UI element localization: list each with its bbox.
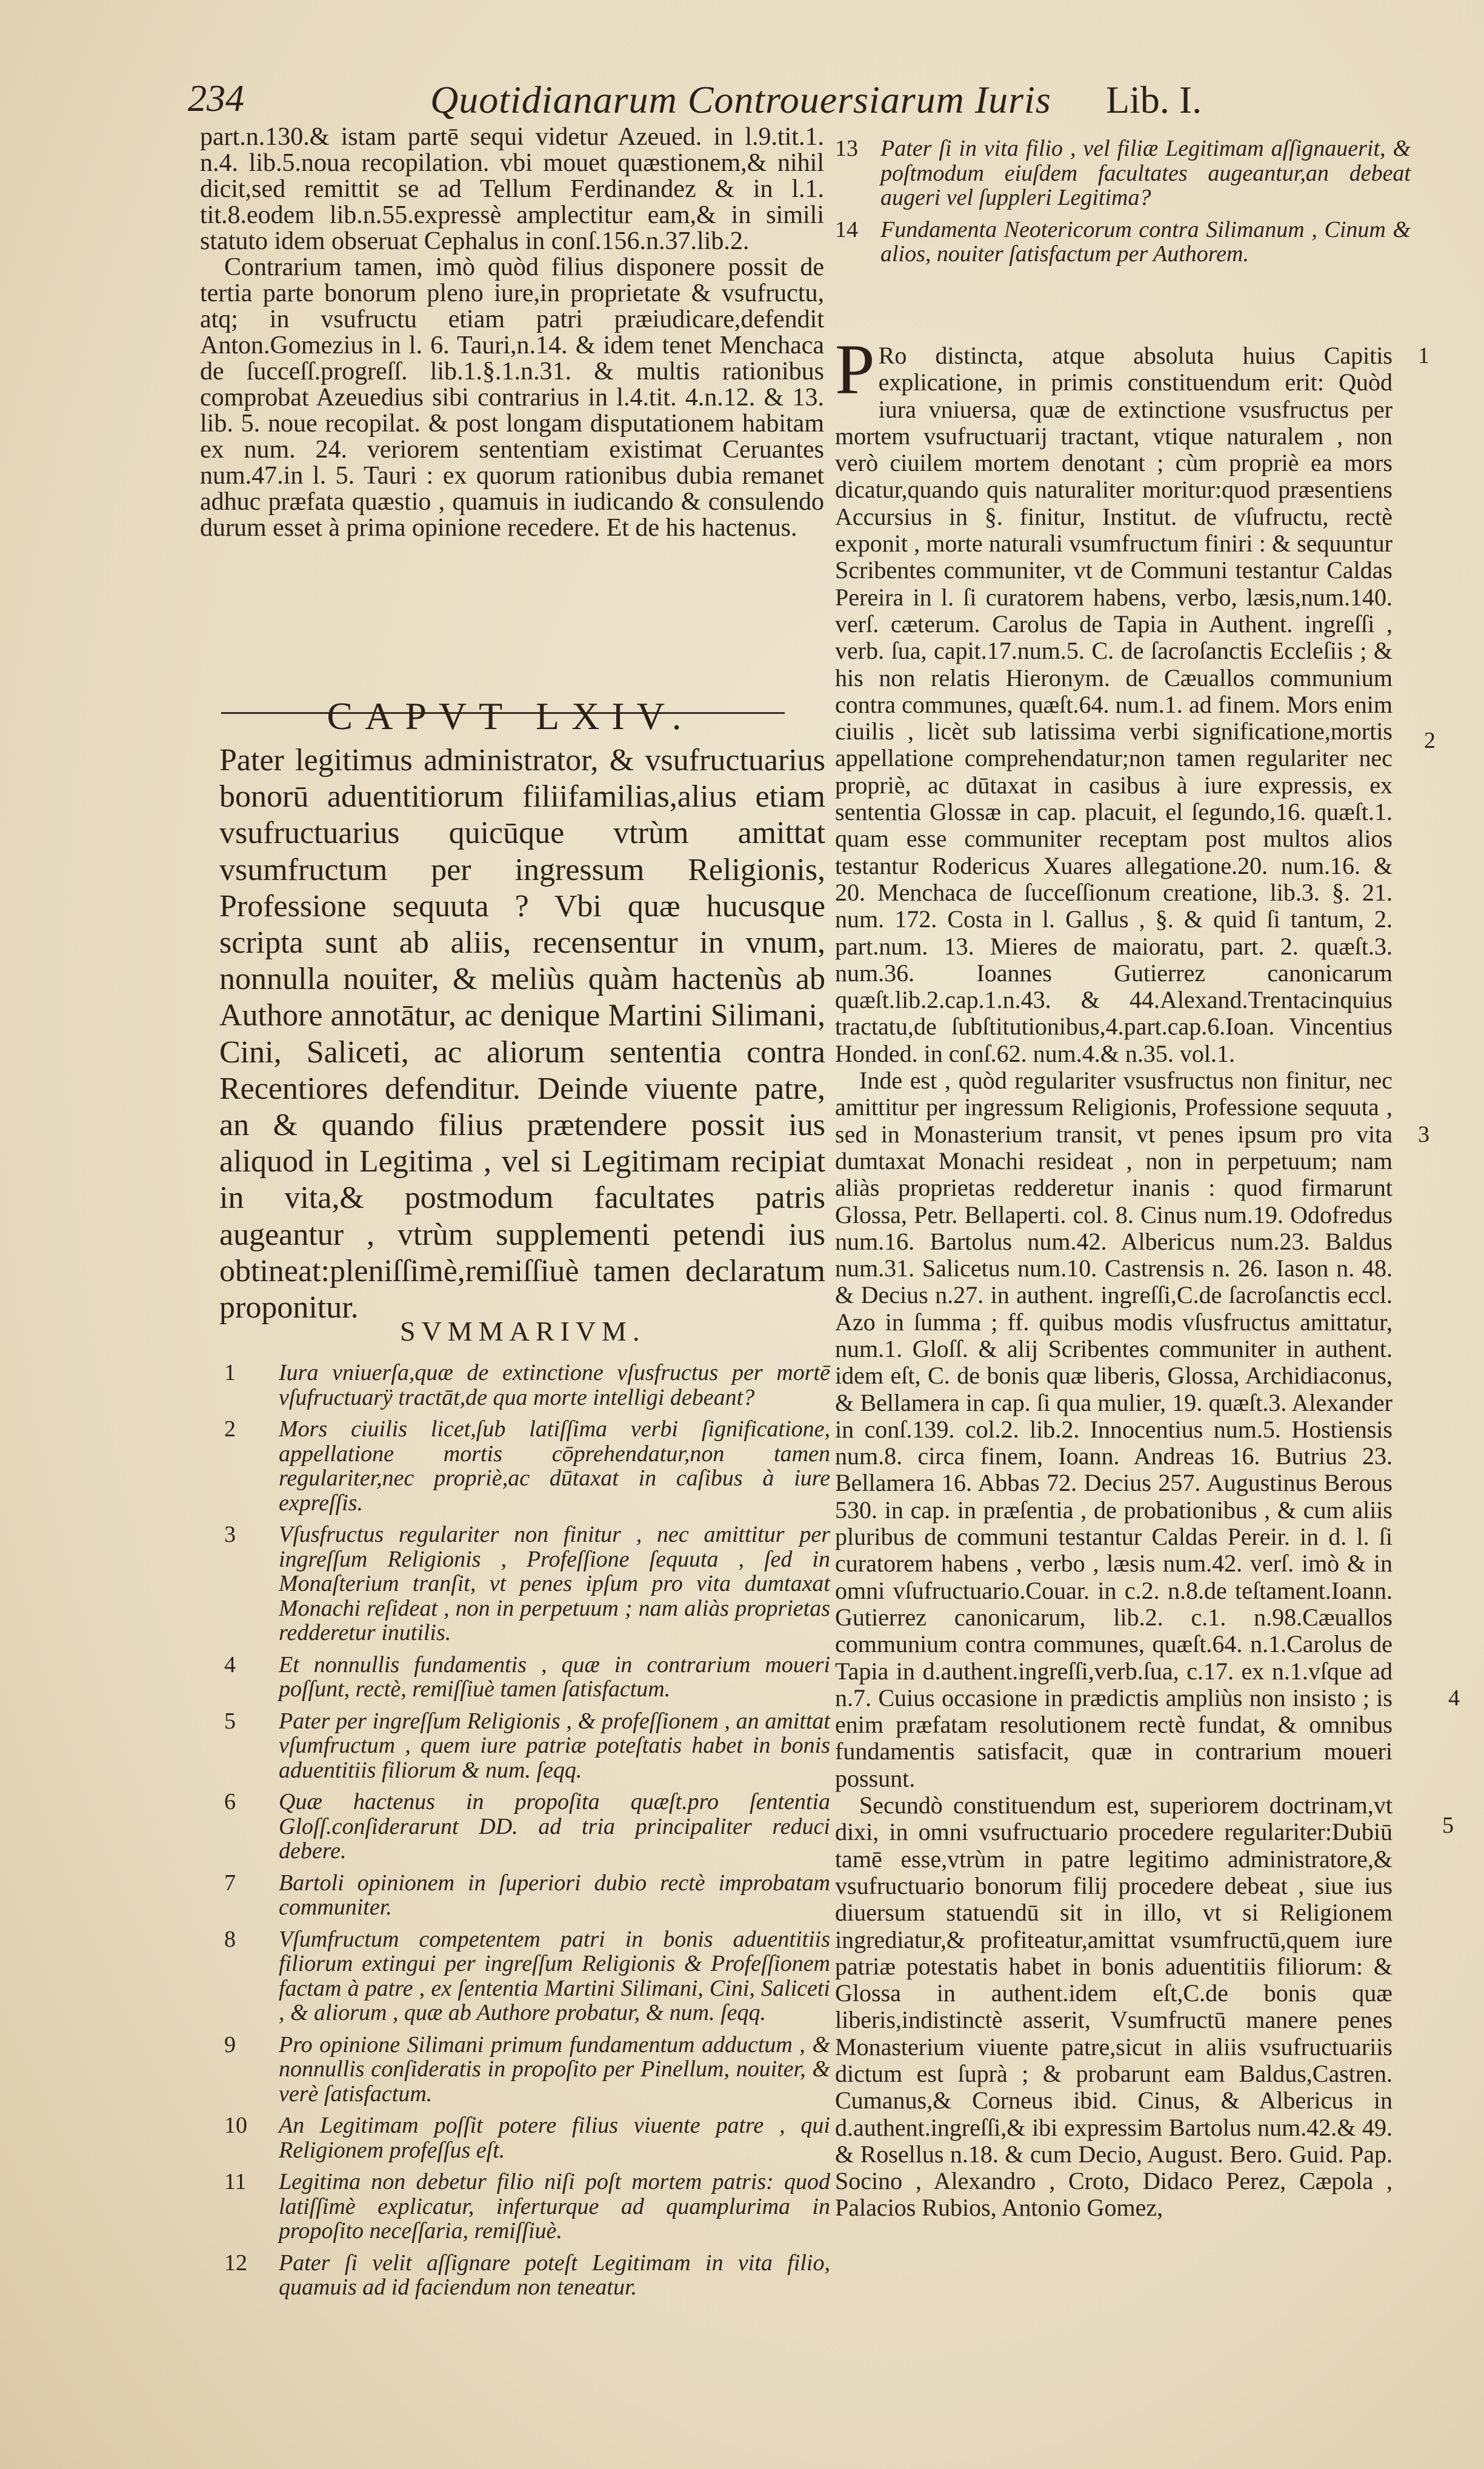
summary-item (224, 2251, 830, 2300)
summary-item (224, 2113, 830, 2162)
item-number: 4 (224, 1651, 236, 1678)
contrarium-paragraph: Contrarium tamen, imò quòd filius disponere possit de tertia parte bonorum pleno iure,in proprietate & vsufructu, atq; in vsufructu etiam patri præiudicare,defendit Anton.Gomezius in l. 6. Tauri,n.14. & idem tenet Menchaca de ſucceſſ.progreſſ. lib.1.§.1.n.31. & multis rationibus comprobat Azeuedius sibi contrarius in l.4.tit. 4.n.12. & 13. lib. 5. noue recopilat. & post longam disputationem habitam ex num. 24. veriorem sententiam existimat Ceruantes num.47.in l. 5. Tauri : ex quorum rationibus dubia remanet adhuc præfata quæstio , quamuis in iudicando & consulendo durum esset à prima opinione recedere. Et de his hactenus. (200, 253, 824, 542)
summary-item (224, 1522, 830, 1645)
drop-cap: P (835, 330, 875, 409)
summary-item (224, 1790, 830, 1864)
item-text: Iura vniuerſa,quæ de extinctione vſusfructus per mortē vſufructuarÿ tractāt,de qua morte intelligi debeant? (279, 1360, 830, 1410)
item-text: Vſusfructus regulariter non finitur , nec amittitur per ingreſſum Religionis , Profeſſione ſequuta , ſed in Monaſterium tranſit, vt penes ipſum pro vita dumtaxat Monachi reſideat , non in perpetuum ; nam aliàs proprietas redderetur inutilis. (279, 1522, 830, 1645)
item-number: 6 (224, 1789, 236, 1814)
item-text: Pater per ingreſſum Religionis , & profeſſionem , an amittat vſumfructum , quem iure patriæ poteſtatis habet in bonis aduentitiis filiorum & num. ſeqq. (279, 1708, 830, 1783)
item-text: Pater ſi velit aſſignare poteſt Legitimam in vita filio, quamuis ad id faciendum non teneatur. (279, 2250, 830, 2300)
item-text: An Legitimam poſſit potere filius viuente patre , qui Religionem profeſſus eſt. (279, 2113, 830, 2163)
item-number: 7 (224, 1870, 236, 1896)
item-text: Et nonnullis fundamentis , quæ in contrarium moueri poſſunt, rectè, remiſſiuè tamen ſatisfactum. (279, 1651, 830, 1702)
item-text: Pro opinione Silimani primum fundamentum adductum , & nonnullis conſideratis in propoſito per Pinellum, nouiter, & verè ſatisfactum. (279, 2031, 830, 2107)
item-number: 5 (224, 1708, 236, 1734)
item-number: 1 (224, 1360, 236, 1385)
item-number: 2 (224, 1416, 236, 1442)
folio-number: 234 (188, 78, 244, 119)
summary-item (224, 2033, 830, 2107)
chapter-title: CAPVT LXIV. (327, 695, 694, 738)
item-text: Quæ hactenus in propoſita quæſt.pro ſententia Gloſſ.conſiderarunt DD. ad tria principaliter reduci debere. (279, 1789, 830, 1864)
summary-item (835, 218, 1411, 267)
left-column-top (200, 124, 824, 541)
book-label: Lib. I. (1106, 78, 1202, 121)
summary-item (224, 1871, 830, 1920)
summary-item (224, 1417, 830, 1515)
item-number: 13 (835, 136, 858, 161)
item-text: Bartoli opinionem in ſuperiori dubio rectè improbatam communiter. (279, 1870, 830, 1920)
item-number: 12 (224, 2250, 247, 2276)
right-column-body (835, 330, 1392, 2222)
summary-item (224, 1361, 830, 1410)
item-text: Legitima non debetur filio niſi poſt mortem patris: quod latiſſimè explicatur, inferturque ad quamplurima in propoſito neceſſaria, remiſſiuè. (279, 2169, 830, 2244)
summary-item (835, 136, 1411, 210)
summarium-heading: SVMMARIVM. (400, 1316, 646, 1347)
item-text: Pater ſi in vita filio , vel filiæ Legitimam aſſignauerit, & poſtmodum eiuſdem facultates augeantur,an debeat augeri vel ſuppleri Legitima? (880, 136, 1411, 210)
margin-number: 1 (1418, 343, 1429, 368)
summary-item (224, 1653, 830, 1702)
secundo-paragraph: Secundò constituendum est, superiorem doctrinam,vt dixi, in omni vsufructuario procedere regulariter:Dubiū tamē esse,vtrùm in patre legitimo administratore,& vsufructuario bonorum filij procedere debeat , siue ius diuersum statuendū sit in illo, vt si Religionem ingrediatur,& profiteatur,amittat vsumfructū,quem iure patriæ potestatis habet in bonis aduentitiis filiorum: & Glossa in authent.idem eſt,C.de bonis quæ liberis,indistinctè asserit, Vsumfructū manere penes Monasterium viuente patre,sicut in aliis vsufructuariis dictum est ſuprà ; & probarunt eam Baldus,Castren. Cumanus,& Corneus ibid. Cinus, & Albericus in d.authent.ingreſſi,& ibi expressim Bartolus num.42.& 49. & Rosellus n.18. & cum Decio, August. Bero. Guid. Pap. Socino , Alexandro , Croto, Didaco Perez, Cæpola , Palacios Rubios, Antonio Gomez, (835, 1791, 1392, 2222)
item-number: 10 (224, 2113, 247, 2138)
opening-paragraph (835, 330, 1392, 1067)
item-text: Fundamenta Neotericorum contra Silimanum , Cinum & alios, nouiter ſatisfactum per Authorem. (880, 216, 1411, 267)
summary-item (224, 2170, 830, 2244)
chapter-summary: Pater legitimus administrator, & vsufructuarius bonorū aduentitiorum filiifamilias,alius etiam vsufructuarius quicūque vtrùm amittat vsumfructum per ingressum Religionis, Professione sequuta ? Vbi quæ hucusque scripta sunt ab aliis, recensentur in vnum, nonnulla nouiter, & meliùs quàm hactenùs ab Authore annotātur, ac denique Martini Silimani, Cini, Saliceti, ac aliorum sententia contra Recentiores defenditur. Deinde viuente patre, an & quando filius prætendere possit ius aliquod in Legitima , vel si Legitimam recipiat in vita,& postmodum facultates patris augeantur , vtrùm supplementi petendi ius obtineat:pleniſſimè,remiſſiuè tamen declaratum proponitur. (219, 743, 825, 1325)
running-title: Quotidianarum Controuersiarum Iuris (430, 78, 1051, 121)
item-number: 9 (224, 2031, 236, 2058)
item-number: 8 (224, 1926, 236, 1952)
summarium-list-right (835, 136, 1411, 274)
summarium-list-left (224, 1361, 830, 2307)
summary-item (224, 1709, 830, 1783)
item-text: Vſumfructum competentem patri in bonis aduentitiis filiorum extingui per ingreſſum Religionis & Profeſſionem factam à patre , ex ſententia Martini Silimani, Cini, Saliceti , & aliorum , quæ ab Authore probatur, & num. ſeqq. (279, 1926, 830, 2025)
carryover-paragraph: part.n.130.& istam partē sequi videtur Azeued. in l.9.tit.1. n.4. lib.5.noua recopilation. vbi mouet quæstionem,& nihil dicit,sed remittit se ad Tellum Ferdinandez & in l.1. tit.8.eodem lib.n.55.expressè amplectitur eam,& in simili statuto idem obseruat Cephalus in conſ.156.n.37.lib.2. (200, 123, 824, 255)
opening-text: Ro distincta, atque absoluta huius Capitis explicatione, in primis constituendum erit: Quòd iura vniuersa, quæ de extinctione vsusfructus per mortem vsufructuarij tractant, vtique naturalem , non verò ciuilem mortem denotant ; cùm propriè ea mors dicatur,quando quis naturaliter moritur:quod præsentiens Accursius in §. finitur, Institut. de vſufructu, rectè exponit , morte naturali vsumfructum finiri : & sequuntur Scribentes communiter, vt de Communi testantur Caldas Pereira in l. ſi curatorem habens, verbo, læsis,num.140. verſ. cæterum. Carolus de Tapia in Authent. ingreſſi , verb. ſua, capit.17.num.5. C. de ſacroſanctis Eccleſiis ; & his non relatis Hieronym. de Cæuallos communium contra communes, quæſt.64. num.1. ad finem. Mors enim ciuilis , licèt sub latissima verbi significatione,mortis appellatione comprehendatur;non tamen regulariter nec propriè, ac dūtaxat in casibus à iure expressis, ex sententia Glossæ in cap. placuit, el ſegundo,16. quæſt.1. quam esse communiter receptam post multos alios testantur Rodericus Xuares allegatione.20. num.16. & 20. Menchaca de ſucceſſionum creatione, lib.3. §. 21. num. 172. Costa in l. Gallus , §. & quid ſi tantum, 2. part.num. 13. Mieres de maioratu, part. 2. quæſt.3. num.36. Ioannes Gutierrez canonicarum quæſt.lib.2.cap.1.n.43. & 44.Alexand.Trentacinquius tractatu,de ſubſtitutionibus,4.part.cap.6.Ioan. Vincentius Honded. in conſ.62. num.4.& n.35. vol.1. (835, 342, 1392, 1067)
item-number: 14 (835, 216, 858, 242)
summary-item (224, 1927, 830, 2025)
margin-number: 4 (1448, 1685, 1460, 1711)
margin-number: 2 (1424, 728, 1436, 753)
margin-number: 5 (1442, 1813, 1454, 1838)
margin-number: 3 (1418, 1122, 1429, 1147)
item-number: 11 (224, 2169, 247, 2194)
inde-paragraph: Inde est , quòd regulariter vsusfructus non finitur, nec amittitur per ingressum Religionis, Professione sequuta , sed in Monasterium transit, vt penes ipsum pro vita dumtaxat Monachi resideat , non in perpetuum; nam aliàs proprietas redderetur inanis : quod firmarunt Glossa, Petr. Bellaperti. col. 8. Cinus num.19. Odofredus num.16. Bartolus num.42. Albericus num.23. Baldus num.31. Salicetus num.10. Castrensis n. 26. Iason n. 48. & Decius n.27. in authent. ingreſſi,C.de ſacroſanctis eccl. Azo in ſumma ; ff. quibus modis vſusfructus amittatur, num.1. Gloſſ. & alij Scribentes communiter in authent. idem eſt, C. de bonis quæ liberis, Glossa, Archidiaconus, & Bellamera in cap. ſi qua mulier, 19. quæſt.3. Alexander in conſ.139. col.2. lib.2. Innocentius num.5. Hostiensis num.8. circa finem, Ioann. Andreas 16. Butrius 23. Bellamera 16. Abbas 72. Decius 257. Augustinus Berous 530. in cap. in præſentia , de probationibus , & cum aliis pluribus de communi testantur Caldas Pereir. in d. l. ſi curatorem habens , verbo , læsis num.42. verſ. imò & in omni vſufructuario.Couar. in c.2. n.8.de teſtament.Ioann. Gutierrez canonicarum, lib.2. c.1. n.98.Cæuallos communium contra communes, quæſt.64. n.1.Carolus de Tapia in d.authent.ingreſſi,verb.ſua, c.17. ex n.1.vſque ad n.7. Cuius occasione in prædictis ampliùs non insisto ; is enim præfatam resolutionem rectè fundat, & omnibus fundamentis satisfacit, quæ in contrarium moueri possunt. (835, 1067, 1392, 1792)
item-number: 3 (224, 1522, 236, 1547)
item-text: Mors ciuilis licet,ſub latiſſima verbi ſignificatione, appellatione mortis cōprehendatur,non tamen regulariter,nec propriè,ac dūtaxat in caſibus à iure expreſſis. (279, 1416, 830, 1516)
